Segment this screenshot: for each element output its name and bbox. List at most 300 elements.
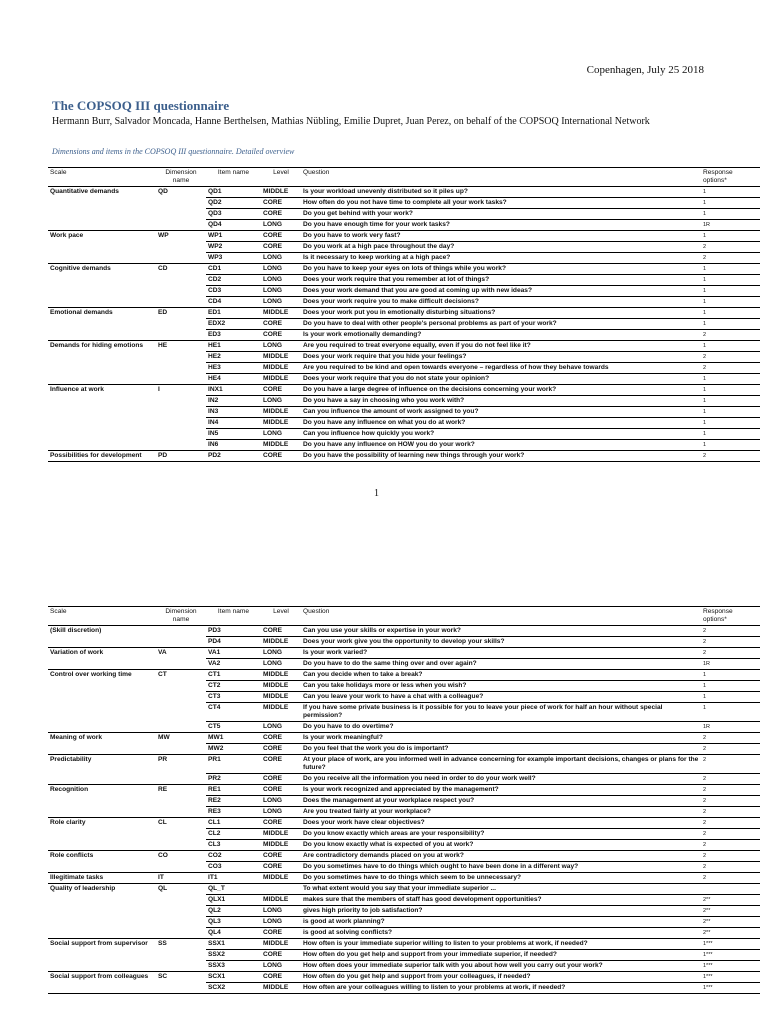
- scale-name: Role conflicts: [48, 851, 156, 873]
- response-option: 2: [701, 755, 760, 774]
- item-code: QD4: [206, 220, 261, 231]
- question-text: How often do you get help and support from your colleagues, if needed?: [301, 972, 701, 983]
- dimension-code: RE: [156, 785, 206, 818]
- scale-name: Recognition: [48, 785, 156, 818]
- table2-body: [48, 626, 760, 994]
- question-text: is good at work planning?: [301, 917, 701, 928]
- response-option: 1: [701, 187, 760, 198]
- question-text: Is your work emotionally demanding?: [301, 330, 701, 341]
- dimension-code: WP: [156, 231, 206, 264]
- item-code: ED1: [206, 308, 261, 319]
- question-text: Does your work demand that you are good at coming up with new ideas?: [301, 286, 701, 297]
- question-text: Do you have any influence on what you do at work?: [301, 418, 701, 429]
- response-option: 1: [701, 198, 760, 209]
- dimension-code: PR: [156, 755, 206, 785]
- item-code: CO2: [206, 851, 261, 862]
- response-option: 1R: [701, 722, 760, 733]
- question-text: Do you have to do the same thing over and over again?: [301, 659, 701, 670]
- level-label: LONG: [261, 297, 301, 308]
- level-label: MIDDLE: [261, 692, 301, 703]
- response-option: 1: [701, 297, 760, 308]
- response-option: 2: [701, 840, 760, 851]
- item-code: CT4: [206, 703, 261, 722]
- table-row: [48, 939, 760, 950]
- item-code: QL_T: [206, 884, 261, 895]
- response-option: 2: [701, 352, 760, 363]
- response-option: 1: [701, 681, 760, 692]
- dimension-code: CO: [156, 851, 206, 873]
- header-item: Item name: [206, 607, 261, 626]
- response-option: 2: [701, 648, 760, 659]
- item-code: HE2: [206, 352, 261, 363]
- question-text: Is your workload unevenly distributed so it piles up?: [301, 187, 701, 198]
- item-code: RE3: [206, 807, 261, 818]
- item-code: MW1: [206, 733, 261, 744]
- response-option: 1***: [701, 983, 760, 994]
- item-code: WP3: [206, 253, 261, 264]
- table-row: [48, 308, 760, 319]
- level-label: MIDDLE: [261, 873, 301, 884]
- question-text: Do you have a large degree of influence on the decisions concerning your work?: [301, 385, 701, 396]
- level-label: MIDDLE: [261, 703, 301, 722]
- scale-name: Social support from colleagues: [48, 972, 156, 994]
- item-code: HE3: [206, 363, 261, 374]
- response-option: 2**: [701, 906, 760, 917]
- table-row: [48, 873, 760, 884]
- response-option: 2: [701, 451, 760, 462]
- question-text: gives high priority to job satisfaction?: [301, 906, 701, 917]
- item-code: HE1: [206, 341, 261, 352]
- item-code: EDX2: [206, 319, 261, 330]
- scale-name: Meaning of work: [48, 733, 156, 755]
- dimension-code: SC: [156, 972, 206, 994]
- scale-name: Demands for hiding emotions: [48, 341, 156, 385]
- response-option: 1: [701, 308, 760, 319]
- response-option: 2**: [701, 917, 760, 928]
- question-text: Does your work give you the opportunity to develop your skills?: [301, 637, 701, 648]
- response-option: 1: [701, 418, 760, 429]
- question-text: Are you required to treat everyone equally, even if you do not feel like it?: [301, 341, 701, 352]
- question-text: How often does your immediate superior talk with you about how well you carry out your work?: [301, 961, 701, 972]
- header-level: Level: [261, 168, 301, 187]
- question-text: Does your work have clear objectives?: [301, 818, 701, 829]
- table-row: [48, 755, 760, 774]
- dimension-code: HE: [156, 341, 206, 385]
- level-label: CORE: [261, 330, 301, 341]
- item-code: CT5: [206, 722, 261, 733]
- item-code: QLX1: [206, 895, 261, 906]
- response-option: 1: [701, 209, 760, 220]
- item-code: QD2: [206, 198, 261, 209]
- question-text: Can you take holidays more or less when you wish?: [301, 681, 701, 692]
- scale-name: Variation of work: [48, 648, 156, 670]
- table1-body: [48, 187, 760, 462]
- level-label: LONG: [261, 961, 301, 972]
- level-label: MIDDLE: [261, 895, 301, 906]
- question-text: Does the management at your workplace respect you?: [301, 796, 701, 807]
- header-question: Question: [301, 607, 701, 626]
- level-label: LONG: [261, 220, 301, 231]
- level-label: MIDDLE: [261, 440, 301, 451]
- level-label: CORE: [261, 928, 301, 939]
- level-label: CORE: [261, 451, 301, 462]
- response-option: 2: [701, 851, 760, 862]
- level-label: LONG: [261, 341, 301, 352]
- question-text: Do you have the possibility of learning new things through your work?: [301, 451, 701, 462]
- item-code: PR2: [206, 774, 261, 785]
- table-row: [48, 733, 760, 744]
- header-item: Item name: [206, 168, 261, 187]
- level-label: LONG: [261, 429, 301, 440]
- level-label: CORE: [261, 231, 301, 242]
- table-row: [48, 648, 760, 659]
- question-text: Do you have to do overtime?: [301, 722, 701, 733]
- level-label: CORE: [261, 198, 301, 209]
- level-label: MIDDLE: [261, 363, 301, 374]
- question-text: Are you required to be kind and open towards everyone – regardless of how they behave towards: [301, 363, 701, 374]
- question-text: At your place of work, are you informed well in advance concerning for example important decisions, changes or plans for the future?: [301, 755, 701, 774]
- level-label: LONG: [261, 286, 301, 297]
- response-option: 2**: [701, 928, 760, 939]
- level-label: MIDDLE: [261, 840, 301, 851]
- level-label: MIDDLE: [261, 308, 301, 319]
- level-label: LONG: [261, 807, 301, 818]
- item-code: INX1: [206, 385, 261, 396]
- table-row: [48, 972, 760, 983]
- item-code: QL4: [206, 928, 261, 939]
- table-row: [48, 341, 760, 352]
- item-code: PR1: [206, 755, 261, 774]
- level-label: LONG: [261, 722, 301, 733]
- question-text: Do you get behind with your work?: [301, 209, 701, 220]
- question-text: makes sure that the members of staff has good development opportunities?: [301, 895, 701, 906]
- question-text: Does your work require that you do not state your opinion?: [301, 374, 701, 385]
- item-code: ED3: [206, 330, 261, 341]
- question-text: Do you have to work very fast?: [301, 231, 701, 242]
- question-text: Are contradictory demands placed on you at work?: [301, 851, 701, 862]
- question-text: Do you have any influence on HOW you do your work?: [301, 440, 701, 451]
- dimension-code: VA: [156, 648, 206, 670]
- response-option: 1: [701, 341, 760, 352]
- level-label: MIDDLE: [261, 187, 301, 198]
- question-text: Do you have enough time for your work tasks?: [301, 220, 701, 231]
- item-code: IN4: [206, 418, 261, 429]
- item-code: QL3: [206, 917, 261, 928]
- response-option: 1: [701, 429, 760, 440]
- level-label: LONG: [261, 659, 301, 670]
- scale-name: Control over working time: [48, 670, 156, 733]
- response-option: 1: [701, 275, 760, 286]
- item-code: CO3: [206, 862, 261, 873]
- question-text: Can you influence the amount of work assigned to you?: [301, 407, 701, 418]
- items-table-page2: [48, 606, 760, 994]
- level-label: CORE: [261, 818, 301, 829]
- item-code: QD3: [206, 209, 261, 220]
- item-code: SSX2: [206, 950, 261, 961]
- response-option: 2: [701, 785, 760, 796]
- level-label: CORE: [261, 626, 301, 637]
- header-response: Response options*: [701, 607, 760, 626]
- level-label: MIDDLE: [261, 374, 301, 385]
- level-label: CORE: [261, 733, 301, 744]
- response-option: 1: [701, 692, 760, 703]
- scale-name: (Skill discretion): [48, 626, 156, 648]
- header-dimension: Dimension name: [156, 607, 206, 626]
- response-option: 2: [701, 733, 760, 744]
- item-code: MW2: [206, 744, 261, 755]
- item-code: CD2: [206, 275, 261, 286]
- table-row: [48, 785, 760, 796]
- level-label: LONG: [261, 275, 301, 286]
- header-response: Response options*: [701, 168, 760, 187]
- question-text: Does your work require that you remember at lot of things?: [301, 275, 701, 286]
- item-code: PD4: [206, 637, 261, 648]
- item-code: QD1: [206, 187, 261, 198]
- dimension-code: CT: [156, 670, 206, 733]
- response-option: 2: [701, 873, 760, 884]
- table-caption: Dimensions and items in the COPSOQ III questionnaire. Detailed overview: [52, 147, 295, 156]
- item-code: SCX2: [206, 983, 261, 994]
- question-text: Can you decide when to take a break?: [301, 670, 701, 681]
- level-label: MIDDLE: [261, 407, 301, 418]
- header-question: Question: [301, 168, 701, 187]
- page-number: 1: [374, 488, 379, 499]
- response-option: 2: [701, 744, 760, 755]
- question-text: Does your work require that you hide your feelings?: [301, 352, 701, 363]
- response-option: 2: [701, 829, 760, 840]
- response-option: 2: [701, 253, 760, 264]
- level-label: CORE: [261, 950, 301, 961]
- question-text: Is your work meaningful?: [301, 733, 701, 744]
- item-code: PD3: [206, 626, 261, 637]
- scale-name: Influence at work: [48, 385, 156, 451]
- response-option: 1: [701, 231, 760, 242]
- response-option: 1: [701, 286, 760, 297]
- dateline: Copenhagen, July 25 2018: [586, 64, 704, 76]
- response-option: 1R: [701, 220, 760, 231]
- item-code: CL1: [206, 818, 261, 829]
- header-scale: Scale: [48, 607, 156, 626]
- item-code: RE1: [206, 785, 261, 796]
- scale-name: Quality of leadership: [48, 884, 156, 939]
- question-text: Can you leave your work to have a chat with a colleague?: [301, 692, 701, 703]
- question-text: How often are your colleagues willing to listen to your problems at work, if needed?: [301, 983, 701, 994]
- item-code: CT2: [206, 681, 261, 692]
- scale-name: Role clarity: [48, 818, 156, 851]
- response-option: 1***: [701, 972, 760, 983]
- item-code: CD4: [206, 297, 261, 308]
- item-code: SCX1: [206, 972, 261, 983]
- level-label: MIDDLE: [261, 352, 301, 363]
- response-option: 2: [701, 774, 760, 785]
- item-code: IN5: [206, 429, 261, 440]
- item-code: VA1: [206, 648, 261, 659]
- item-code: CD1: [206, 264, 261, 275]
- table-row: [48, 231, 760, 242]
- table-row: [48, 187, 760, 198]
- dimension-code: ED: [156, 308, 206, 341]
- scale-name: Illegitimate tasks: [48, 873, 156, 884]
- response-option: 1***: [701, 950, 760, 961]
- response-option: 1***: [701, 961, 760, 972]
- level-label: MIDDLE: [261, 670, 301, 681]
- response-option: [701, 884, 760, 895]
- response-option: 2: [701, 242, 760, 253]
- item-code: SSX1: [206, 939, 261, 950]
- question-text: Do you feel that the work you do is important?: [301, 744, 701, 755]
- dimension-code: IT: [156, 873, 206, 884]
- question-text: Do you have to keep your eyes on lots of things while you work?: [301, 264, 701, 275]
- level-label: LONG: [261, 796, 301, 807]
- question-text: Do you know exactly what is expected of you at work?: [301, 840, 701, 851]
- level-label: CORE: [261, 385, 301, 396]
- response-option: 2: [701, 818, 760, 829]
- response-option: 1: [701, 703, 760, 722]
- items-table-page1: [48, 167, 760, 462]
- level-label: LONG: [261, 648, 301, 659]
- item-code: VA2: [206, 659, 261, 670]
- response-option: 1: [701, 670, 760, 681]
- question-text: Is your work recognized and appreciated by the management?: [301, 785, 701, 796]
- level-label: LONG: [261, 253, 301, 264]
- question-text: Do you receive all the information you need in order to do your work well?: [301, 774, 701, 785]
- table-row: [48, 670, 760, 681]
- item-code: CT3: [206, 692, 261, 703]
- question-text: Is it necessary to keep working at a high pace?: [301, 253, 701, 264]
- item-code: CT1: [206, 670, 261, 681]
- level-label: LONG: [261, 264, 301, 275]
- dimension-code: PD: [156, 451, 206, 462]
- table-header-row: [48, 607, 760, 626]
- dimension-code: QD: [156, 187, 206, 231]
- dimension-code: MW: [156, 733, 206, 755]
- level-label: [261, 884, 301, 895]
- scale-name: Quantitative demands: [48, 187, 156, 231]
- question-text: To what extent would you say that your immediate superior ...: [301, 884, 701, 895]
- question-text: Do you have to deal with other people's personal problems as part of your work?: [301, 319, 701, 330]
- level-label: MIDDLE: [261, 418, 301, 429]
- response-option: 2: [701, 626, 760, 637]
- item-code: IN2: [206, 396, 261, 407]
- table-row: [48, 851, 760, 862]
- question-text: If you have some private business is it possible for you to leave your piece of work for half an hour without special permission?: [301, 703, 701, 722]
- level-label: CORE: [261, 242, 301, 253]
- dimension-code: [156, 626, 206, 648]
- response-option: 2: [701, 330, 760, 341]
- dimension-code: CD: [156, 264, 206, 308]
- question-text: Do you know exactly which areas are your responsibility?: [301, 829, 701, 840]
- scale-name: Emotional demands: [48, 308, 156, 341]
- dimension-code: QL: [156, 884, 206, 939]
- response-option: 2: [701, 796, 760, 807]
- header-scale: Scale: [48, 168, 156, 187]
- scale-name: Cognitive demands: [48, 264, 156, 308]
- table-row: [48, 264, 760, 275]
- level-label: LONG: [261, 906, 301, 917]
- question-text: How often do you get help and support from your immediate superior, if needed?: [301, 950, 701, 961]
- scale-name: Work pace: [48, 231, 156, 264]
- question-text: Do you sometimes have to do things which seem to be unnecessary?: [301, 873, 701, 884]
- item-code: IN6: [206, 440, 261, 451]
- level-label: LONG: [261, 396, 301, 407]
- response-option: 2: [701, 637, 760, 648]
- table-row: [48, 818, 760, 829]
- response-option: 1: [701, 440, 760, 451]
- item-code: CD3: [206, 286, 261, 297]
- level-label: CORE: [261, 744, 301, 755]
- level-label: MIDDLE: [261, 983, 301, 994]
- level-label: CORE: [261, 862, 301, 873]
- header-dimension: Dimension name: [156, 168, 206, 187]
- response-option: 1: [701, 374, 760, 385]
- table-header-row: [48, 168, 760, 187]
- scale-name: Possibilities for development: [48, 451, 156, 462]
- item-code: IN3: [206, 407, 261, 418]
- response-option: 1: [701, 264, 760, 275]
- table-row: [48, 884, 760, 895]
- dimension-code: I: [156, 385, 206, 451]
- level-label: LONG: [261, 917, 301, 928]
- dimension-code: SS: [156, 939, 206, 972]
- dimension-code: CL: [156, 818, 206, 851]
- level-label: CORE: [261, 209, 301, 220]
- question-text: Do you work at a high pace throughout the day?: [301, 242, 701, 253]
- response-option: 2: [701, 363, 760, 374]
- item-code: PD2: [206, 451, 261, 462]
- item-code: IT1: [206, 873, 261, 884]
- item-code: CL2: [206, 829, 261, 840]
- document-title: The COPSOQ III questionnaire: [52, 98, 230, 113]
- item-code: CL3: [206, 840, 261, 851]
- question-text: Can you influence how quickly you work?: [301, 429, 701, 440]
- response-option: 2: [701, 807, 760, 818]
- response-option: 2**: [701, 895, 760, 906]
- response-option: 1: [701, 385, 760, 396]
- table-row: [48, 385, 760, 396]
- table-row: [48, 451, 760, 462]
- level-label: MIDDLE: [261, 829, 301, 840]
- question-text: is good at solving conflicts?: [301, 928, 701, 939]
- level-label: MIDDLE: [261, 939, 301, 950]
- level-label: CORE: [261, 774, 301, 785]
- scale-name: Social support from supervisor: [48, 939, 156, 972]
- question-text: Is your work varied?: [301, 648, 701, 659]
- level-label: CORE: [261, 319, 301, 330]
- item-code: QL2: [206, 906, 261, 917]
- table-row: [48, 626, 760, 637]
- question-text: Does your work put you in emotionally disturbing situations?: [301, 308, 701, 319]
- authors-line: Hermann Burr, Salvador Moncada, Hanne Berthelsen, Mathias Nübling, Emilie Dupret, Juan Perez, on behalf of the COPSOQ International Network: [52, 116, 650, 127]
- level-label: CORE: [261, 972, 301, 983]
- question-text: Does your work require you to make difficult decisions?: [301, 297, 701, 308]
- scale-name: Predictability: [48, 755, 156, 785]
- response-option: 2: [701, 862, 760, 873]
- question-text: Are you treated fairly at your workplace?: [301, 807, 701, 818]
- item-code: RE2: [206, 796, 261, 807]
- item-code: WP2: [206, 242, 261, 253]
- level-label: MIDDLE: [261, 637, 301, 648]
- item-code: WP1: [206, 231, 261, 242]
- header-level: Level: [261, 607, 301, 626]
- level-label: CORE: [261, 755, 301, 774]
- response-option: 1***: [701, 939, 760, 950]
- item-code: SSX3: [206, 961, 261, 972]
- response-option: 1: [701, 407, 760, 418]
- question-text: Do you sometimes have to do things which ought to have been done in a different way?: [301, 862, 701, 873]
- question-text: How often do you not have time to complete all your work tasks?: [301, 198, 701, 209]
- level-label: CORE: [261, 785, 301, 796]
- response-option: 1: [701, 319, 760, 330]
